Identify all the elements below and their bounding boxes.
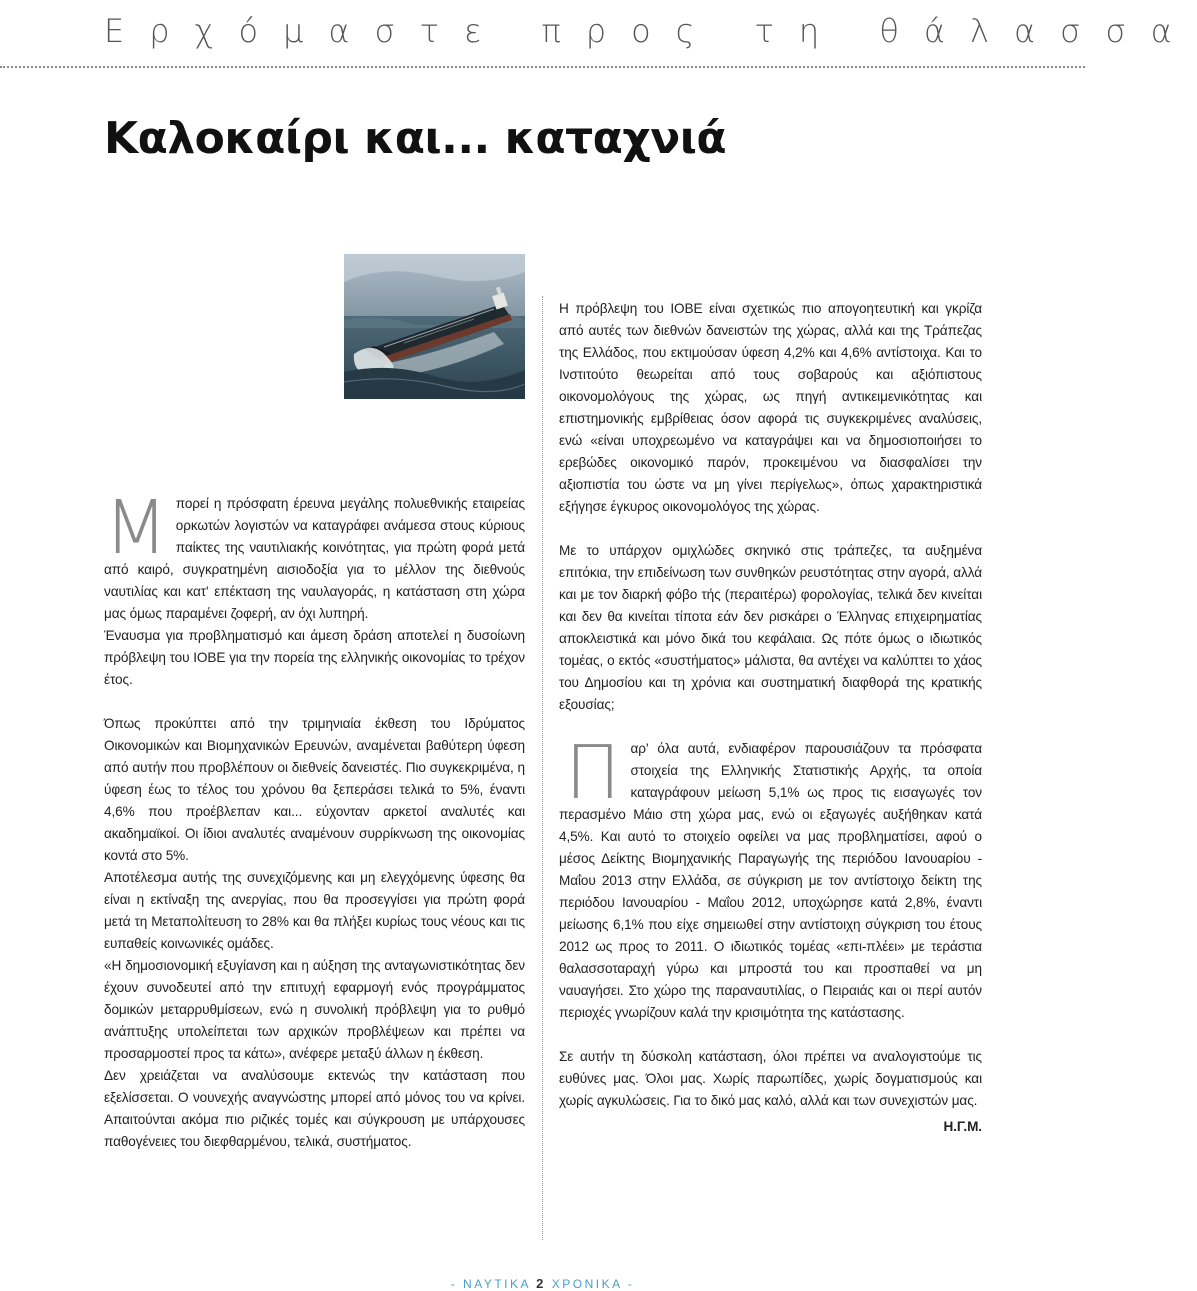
paragraph-group	[559, 730, 982, 1024]
dropcap-letter: Μ	[104, 485, 168, 571]
article-column-right	[559, 298, 982, 1138]
page-footer	[0, 1276, 1085, 1291]
author-signature: Η.Γ.Μ.	[943, 1119, 982, 1134]
tanker-ship-illustration	[344, 254, 525, 399]
page-number: 2	[536, 1276, 546, 1291]
section-title: Ερχόμαστε προς τη θάλασσα	[104, 12, 1197, 50]
paragraph: «Η δημοσιονομική εξυγίανση και η αύξηση της ανταγωνιστικότητας δεν έχουν συνοδευτεί από την επιτυχή εφαρμογή ενός προγράμματος δομικών μεταρρυθμίσεων, ενώ η συνολική πρόβλεψη για το ρυθμό ανάπτυξης υπολείπεται των αρχικών προβλέψεων και πρέπει να προσαρμοστεί προς τα κάτω», ανέφερε μεταξύ άλλων η έκθεση.	[104, 958, 525, 1061]
paragraph: Δεν χρειάζεται να αναλύσουμε εκτενώς την κατάσταση που εξελίσσεται. Ο νουνεχής αναγνώστης μπορεί από μόνος του να κρίνει. Απαιτούνται ακόμα πιο ριζικές τομές και σύγκρουση με υπάρχουσες παθογένειες του διεφθαρμένου, τελικά, συστήματος.	[104, 1068, 525, 1149]
article-column-left	[104, 485, 525, 1153]
paragraph: πορεί η πρόσφατη έρευνα μεγάλης πολυεθνικής εταιρείας ορκωτών λογιστών να καταγράφει ανάμεσα στους κύριους παίκτες της ναυτιλιακής κοινότητας, για πρώτη φορά μετά από καιρό, συγκρατημένη αισιοδοξία για το μέλλον της διεθνούς ναυτιλίας και κατ' επέκταση της ναυλαγοράς, η κατάσταση στη χώρα μας όμως παραμένει ζοφερή, αν όχι λυπηρή.	[104, 496, 525, 621]
column-divider	[542, 296, 543, 1240]
paragraph: Η πρόβλεψη του ΙΟΒΕ είναι σχετικώς πιο απογοητευτική και γκρίζα από αυτές των διεθνών δανειστών της χώρας, αλλά και της Τράπεζας της Ελλάδος, που εκτιμούσαν ύφεση 4,2% και 4,6% αντίστοιχα. Και το Ινστιτούτο θεωρείται από τους σοβαρούς και αξιόπιστους οικονομολόγους της χώρας, ως πηγή αντικειμενικότητας και επιστημονικής εμβρίθειας όσον αφορά τις συγκεκριμένες αναλύσεις, ενώ «είναι υποχρεωμένο να καταγράψει και να δημοσιοποιήσει το ερεβώδες οικονομικό παρόν, προκειμένου να διασφαλίσει την αξιοπιστία του ώστε να μη γίνει περίγελως», όπως χαρακτηριστικά εξήγησε έγκυρος οικονομολόγος της χώρας.	[559, 301, 982, 514]
article-headline: Καλοκαίρι και... καταχνιά	[104, 113, 727, 164]
page-header	[0, 0, 1197, 68]
dropcap-letter: Π	[565, 730, 621, 816]
footer-suffix: ΧΡΟΝΙΚΑ -	[551, 1277, 635, 1291]
paragraph: Με το υπάρχον ομιχλώδες σκηνικό στις τράπεζες, τα αυξημένα επιτόκια, την επιδείνωση των συνθηκών ρευστότητας στην αγορά, αλλά και με τον διαρκή φόβο τής (περαιτέρω) φορολογίας, τελικά δεν κινείται και δεν θα κινείται τίποτα εάν δεν ρισκάρει ο Έλληνας επιχειρηματίας αποκλειστικά και μόνο δικά του κεφάλαια. Ως πότε όμως ο ιδιωτικός τομέας, ο εκτός «συστήματος» μάλιστα, θα αντέχει να καλύπτει το χάος του Δημοσίου και τη χρόνια και συστηματική διαφθορά της κρατικής εξουσίας;	[559, 543, 982, 712]
paragraph: Όπως προκύπτει από την τριμηνιαία έκθεση του Ιδρύματος Οικονομικών και Βιομηχανικών Ερευνών, αναμένεται βαθύτερη ύφεση από αυτήν που προβλέπουν οι διεθνείς δανειστές. Πιο συγκεκριμένα, η ύφεση έως το τέλος του χρόνου θα ξεπεράσει τελικά το 5%, έναντι 4,6% που προέβλεπαν και... εύχονταν αρκετοί αναλυτές και ακαδημαϊκοί. Οι ίδιοι αναλυτές αναμένουν συρρίκνωση της οικονομίας κοντά στο 5%.	[104, 716, 525, 863]
footer-prefix: - ΝΑΥΤΙΚΑ	[450, 1277, 531, 1291]
paragraph: Έναυσμα για προβληματισμό και άμεση δράση αποτελεί η δυσοίωνη πρόβλεψη του ΙΟΒΕ για την πορεία της ελληνικής οικονομίας το τρέχον έτος.	[104, 628, 525, 687]
paragraph: Σε αυτήν τη δύσκολη κατάσταση, όλοι πρέπει να αναλογιστούμε τις ευθύνες μας. Όλοι μας. Χωρίς παρωπίδες, χωρίς δογματισμούς και χωρίς αγκυλώσεις. Για το δικό μας καλό, αλλά και των συνεχιστών μας.	[559, 1049, 982, 1108]
paragraph: Αποτέλεσμα αυτής της συνεχιζόμενης και μη ελεγχόμενης ύφεσης θα είναι η εκτίναξη της ανεργίας, που θα προσεγγίσει για πρώτη φορά μετά τη Μεταπολίτευση το 28% και θα πλήξει κυρίως τους νέους και τις ευπαθείς κοινωνικές ομάδες.	[104, 870, 525, 951]
paragraph: αρ' όλα αυτά, ενδιαφέρον παρουσιάζουν τα πρόσφατα στοιχεία της Ελληνικής Στατιστικής Αρχής, τα οποία καταγράφουν μείωση 5,1% ως προς τις εισαγωγές τον περασμένο Μάιο στη χώρα μας, ενώ οι εξαγωγές αυξήθηκαν κατά 4,5%. Και αυτό το στοιχείο οφείλει να μας προβληματίσει, αφού ο μέσος Δείκτης Βιομηχανικής Παραγωγής της περιόδου Ιανουαρίου - Μαΐου 2013 στην Ελλάδα, σε σύγκριση με τον αντίστοιχο δείκτη της περιόδου Ιανουαρίου - Μαΐου 2012, υποχώρησε κατά 2,8%, έναντι μείωσης 6,1% που είχε σημειωθεί στην αντίστοιχη σύγκριση του έτους 2012 ως προς το 2011. Ο ιδιωτικός τομέας «επι-πλέει» με τεράστια θαλασσοταραχή γύρω και μπροστά του και προσπαθεί να μη ναυαγήσει. Στο χώρο της παραναυτιλίας, ο Πειραιάς και οι περί αυτόν περιοχές γνωρίζουν καλά την κρισιμότητα της κατάστασης.	[559, 741, 982, 1020]
article-photo-tanker-ship	[344, 254, 525, 399]
header-divider	[0, 66, 1085, 68]
